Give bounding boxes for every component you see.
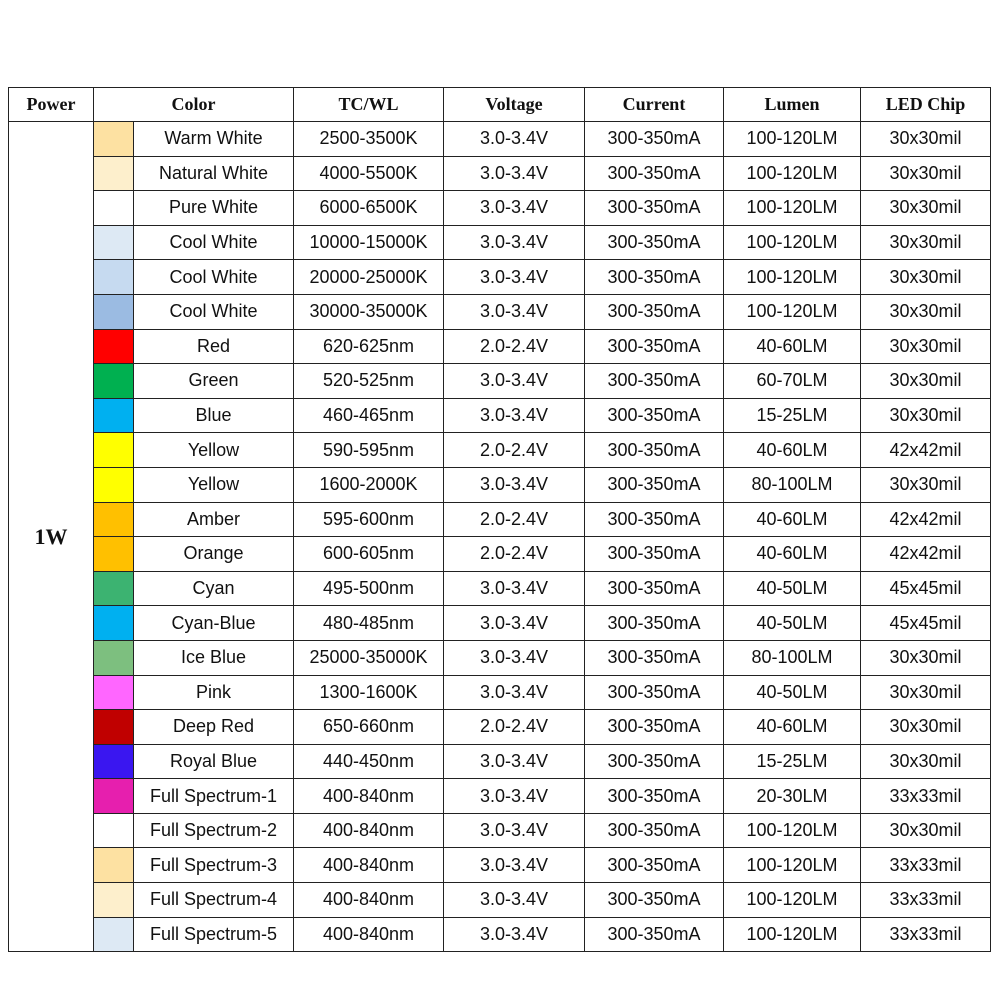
color-name-cell: Yellow (134, 467, 294, 502)
led-spec-table (8, 87, 991, 952)
tcwl-cell: 400-840nm (294, 779, 444, 814)
color-name-cell: Natural White (134, 156, 294, 191)
color-swatch-cell (94, 744, 134, 779)
color-swatch-cell (94, 433, 134, 468)
led-chip-cell: 30x30mil (861, 260, 991, 295)
tcwl-cell: 400-840nm (294, 848, 444, 883)
current-cell: 300-350mA (585, 467, 724, 502)
color-swatch (94, 606, 133, 640)
header-led-chip: LED Chip (861, 88, 991, 122)
tcwl-cell: 30000-35000K (294, 294, 444, 329)
table-row (9, 122, 991, 157)
color-name-cell: Deep Red (134, 710, 294, 745)
color-swatch (94, 399, 133, 433)
lumen-cell: 100-120LM (724, 191, 861, 226)
color-name-cell: Blue (134, 398, 294, 433)
current-cell: 300-350mA (585, 329, 724, 364)
voltage-cell: 2.0-2.4V (444, 710, 585, 745)
color-name-cell: Cyan (134, 571, 294, 606)
voltage-cell: 3.0-3.4V (444, 364, 585, 399)
lumen-cell: 100-120LM (724, 156, 861, 191)
header-tcwl: TC/WL (294, 88, 444, 122)
color-swatch-cell (94, 848, 134, 883)
color-name-cell: Full Spectrum-1 (134, 779, 294, 814)
header-lumen: Lumen (724, 88, 861, 122)
lumen-cell: 60-70LM (724, 364, 861, 399)
color-swatch (94, 745, 133, 779)
color-swatch-cell (94, 329, 134, 364)
color-swatch-cell (94, 779, 134, 814)
color-name-cell: Full Spectrum-4 (134, 883, 294, 918)
color-swatch-cell (94, 260, 134, 295)
color-swatch (94, 676, 133, 710)
color-swatch-cell (94, 606, 134, 641)
tcwl-cell: 400-840nm (294, 883, 444, 918)
color-name-cell: Pure White (134, 191, 294, 226)
current-cell: 300-350mA (585, 156, 724, 191)
led-chip-cell: 42x42mil (861, 433, 991, 468)
current-cell: 300-350mA (585, 260, 724, 295)
color-swatch-cell (94, 364, 134, 399)
color-swatch (94, 122, 133, 156)
color-name-cell: Royal Blue (134, 744, 294, 779)
table-row (9, 779, 991, 814)
table-row (9, 917, 991, 952)
table-row (9, 537, 991, 572)
current-cell: 300-350mA (585, 433, 724, 468)
current-cell: 300-350mA (585, 675, 724, 710)
voltage-cell: 3.0-3.4V (444, 848, 585, 883)
led-chip-cell: 30x30mil (861, 122, 991, 157)
color-swatch (94, 260, 133, 294)
table-row (9, 156, 991, 191)
voltage-cell: 3.0-3.4V (444, 779, 585, 814)
tcwl-cell: 440-450nm (294, 744, 444, 779)
color-swatch (94, 295, 133, 329)
color-name-cell: Red (134, 329, 294, 364)
current-cell: 300-350mA (585, 364, 724, 399)
table-row (9, 571, 991, 606)
color-swatch-cell (94, 883, 134, 918)
table-row (9, 260, 991, 295)
current-cell: 300-350mA (585, 606, 724, 641)
current-cell: 300-350mA (585, 640, 724, 675)
lumen-cell: 40-50LM (724, 571, 861, 606)
led-chip-cell: 30x30mil (861, 675, 991, 710)
current-cell: 300-350mA (585, 398, 724, 433)
color-swatch (94, 330, 133, 364)
color-name-cell: Cool White (134, 225, 294, 260)
led-chip-cell: 30x30mil (861, 364, 991, 399)
color-swatch-cell (94, 640, 134, 675)
color-swatch (94, 157, 133, 191)
led-chip-cell: 30x30mil (861, 294, 991, 329)
color-swatch (94, 503, 133, 537)
color-swatch-cell (94, 710, 134, 745)
voltage-cell: 3.0-3.4V (444, 191, 585, 226)
color-swatch (94, 814, 133, 848)
lumen-cell: 20-30LM (724, 779, 861, 814)
color-swatch-cell (94, 571, 134, 606)
color-swatch-cell (94, 398, 134, 433)
color-swatch-cell (94, 537, 134, 572)
lumen-cell: 40-60LM (724, 329, 861, 364)
voltage-cell: 3.0-3.4V (444, 917, 585, 952)
color-name-cell: Warm White (134, 122, 294, 157)
led-chip-cell: 30x30mil (861, 156, 991, 191)
header-voltage: Voltage (444, 88, 585, 122)
led-chip-cell: 45x45mil (861, 571, 991, 606)
voltage-cell: 3.0-3.4V (444, 260, 585, 295)
color-name-cell: Ice Blue (134, 640, 294, 675)
tcwl-cell: 520-525nm (294, 364, 444, 399)
table-body (9, 122, 991, 952)
led-chip-cell: 42x42mil (861, 537, 991, 572)
color-name-cell: Cool White (134, 294, 294, 329)
lumen-cell: 40-60LM (724, 537, 861, 572)
lumen-cell: 40-50LM (724, 606, 861, 641)
table-row (9, 606, 991, 641)
table-row (9, 294, 991, 329)
color-swatch (94, 710, 133, 744)
header-current: Current (585, 88, 724, 122)
color-name-cell: Cool White (134, 260, 294, 295)
lumen-cell: 100-120LM (724, 917, 861, 952)
current-cell: 300-350mA (585, 294, 724, 329)
table-row (9, 191, 991, 226)
color-swatch (94, 468, 133, 502)
voltage-cell: 2.0-2.4V (444, 433, 585, 468)
color-swatch (94, 537, 133, 571)
tcwl-cell: 4000-5500K (294, 156, 444, 191)
color-swatch (94, 918, 133, 952)
color-swatch (94, 433, 133, 467)
led-chip-cell: 30x30mil (861, 398, 991, 433)
lumen-cell: 100-120LM (724, 813, 861, 848)
lumen-cell: 100-120LM (724, 122, 861, 157)
table-row (9, 398, 991, 433)
tcwl-cell: 10000-15000K (294, 225, 444, 260)
voltage-cell: 3.0-3.4V (444, 744, 585, 779)
voltage-cell: 3.0-3.4V (444, 398, 585, 433)
voltage-cell: 3.0-3.4V (444, 156, 585, 191)
voltage-cell: 3.0-3.4V (444, 813, 585, 848)
color-name-cell: Amber (134, 502, 294, 537)
table-row (9, 225, 991, 260)
tcwl-cell: 650-660nm (294, 710, 444, 745)
lumen-cell: 40-60LM (724, 710, 861, 745)
lumen-cell: 80-100LM (724, 640, 861, 675)
lumen-cell: 100-120LM (724, 260, 861, 295)
tcwl-cell: 495-500nm (294, 571, 444, 606)
led-chip-cell: 33x33mil (861, 883, 991, 918)
header-power: Power (9, 88, 94, 122)
color-swatch (94, 364, 133, 398)
table-row (9, 329, 991, 364)
current-cell: 300-350mA (585, 883, 724, 918)
voltage-cell: 3.0-3.4V (444, 467, 585, 502)
table-row (9, 710, 991, 745)
tcwl-cell: 620-625nm (294, 329, 444, 364)
lumen-cell: 80-100LM (724, 467, 861, 502)
color-name-cell: Yellow (134, 433, 294, 468)
tcwl-cell: 2500-3500K (294, 122, 444, 157)
table-row (9, 364, 991, 399)
voltage-cell: 3.0-3.4V (444, 225, 585, 260)
current-cell: 300-350mA (585, 779, 724, 814)
color-swatch-cell (94, 675, 134, 710)
led-chip-cell: 42x42mil (861, 502, 991, 537)
table-header (9, 88, 991, 122)
lumen-cell: 100-120LM (724, 294, 861, 329)
led-chip-cell: 30x30mil (861, 640, 991, 675)
current-cell: 300-350mA (585, 122, 724, 157)
color-swatch-cell (94, 917, 134, 952)
tcwl-cell: 400-840nm (294, 813, 444, 848)
color-swatch (94, 848, 133, 882)
led-chip-cell: 45x45mil (861, 606, 991, 641)
voltage-cell: 2.0-2.4V (444, 329, 585, 364)
tcwl-cell: 1600-2000K (294, 467, 444, 502)
color-name-cell: Full Spectrum-2 (134, 813, 294, 848)
table-row (9, 640, 991, 675)
color-swatch-cell (94, 191, 134, 226)
color-swatch (94, 883, 133, 917)
color-swatch-cell (94, 294, 134, 329)
table-row (9, 813, 991, 848)
lumen-cell: 100-120LM (724, 225, 861, 260)
current-cell: 300-350mA (585, 571, 724, 606)
color-name-cell: Pink (134, 675, 294, 710)
color-name-cell: Full Spectrum-5 (134, 917, 294, 952)
table-row (9, 744, 991, 779)
color-name-cell: Orange (134, 537, 294, 572)
current-cell: 300-350mA (585, 917, 724, 952)
tcwl-cell: 6000-6500K (294, 191, 444, 226)
color-swatch (94, 779, 133, 813)
current-cell: 300-350mA (585, 744, 724, 779)
tcwl-cell: 20000-25000K (294, 260, 444, 295)
color-swatch-cell (94, 225, 134, 260)
tcwl-cell: 1300-1600K (294, 675, 444, 710)
table-row (9, 502, 991, 537)
color-swatch (94, 572, 133, 606)
current-cell: 300-350mA (585, 710, 724, 745)
lumen-cell: 100-120LM (724, 883, 861, 918)
tcwl-cell: 25000-35000K (294, 640, 444, 675)
voltage-cell: 3.0-3.4V (444, 571, 585, 606)
lumen-cell: 40-60LM (724, 502, 861, 537)
table-row (9, 467, 991, 502)
header-row (9, 88, 991, 122)
color-name-cell: Cyan-Blue (134, 606, 294, 641)
lumen-cell: 40-60LM (724, 433, 861, 468)
led-chip-cell: 30x30mil (861, 813, 991, 848)
current-cell: 300-350mA (585, 191, 724, 226)
power-cell: 1W (9, 122, 94, 952)
voltage-cell: 3.0-3.4V (444, 883, 585, 918)
voltage-cell: 3.0-3.4V (444, 675, 585, 710)
lumen-cell: 100-120LM (724, 848, 861, 883)
tcwl-cell: 460-465nm (294, 398, 444, 433)
tcwl-cell: 480-485nm (294, 606, 444, 641)
color-swatch-cell (94, 502, 134, 537)
lumen-cell: 40-50LM (724, 675, 861, 710)
led-chip-cell: 30x30mil (861, 225, 991, 260)
led-chip-cell: 30x30mil (861, 467, 991, 502)
current-cell: 300-350mA (585, 813, 724, 848)
current-cell: 300-350mA (585, 537, 724, 572)
current-cell: 300-350mA (585, 502, 724, 537)
voltage-cell: 2.0-2.4V (444, 502, 585, 537)
current-cell: 300-350mA (585, 848, 724, 883)
lumen-cell: 15-25LM (724, 398, 861, 433)
color-swatch (94, 641, 133, 675)
voltage-cell: 3.0-3.4V (444, 640, 585, 675)
tcwl-cell: 590-595nm (294, 433, 444, 468)
table-row (9, 883, 991, 918)
led-chip-cell: 30x30mil (861, 329, 991, 364)
color-swatch-cell (94, 156, 134, 191)
voltage-cell: 2.0-2.4V (444, 537, 585, 572)
voltage-cell: 3.0-3.4V (444, 294, 585, 329)
led-chip-cell: 33x33mil (861, 779, 991, 814)
tcwl-cell: 595-600nm (294, 502, 444, 537)
led-chip-cell: 30x30mil (861, 744, 991, 779)
color-swatch-cell (94, 813, 134, 848)
header-color: Color (94, 88, 294, 122)
led-chip-cell: 30x30mil (861, 710, 991, 745)
color-name-cell: Full Spectrum-3 (134, 848, 294, 883)
current-cell: 300-350mA (585, 225, 724, 260)
led-chip-cell: 33x33mil (861, 917, 991, 952)
tcwl-cell: 600-605nm (294, 537, 444, 572)
table-row (9, 433, 991, 468)
tcwl-cell: 400-840nm (294, 917, 444, 952)
voltage-cell: 3.0-3.4V (444, 606, 585, 641)
lumen-cell: 15-25LM (724, 744, 861, 779)
color-swatch-cell (94, 122, 134, 157)
table-row (9, 848, 991, 883)
table-row (9, 675, 991, 710)
led-chip-cell: 33x33mil (861, 848, 991, 883)
voltage-cell: 3.0-3.4V (444, 122, 585, 157)
color-swatch (94, 191, 133, 225)
led-chip-cell: 30x30mil (861, 191, 991, 226)
color-swatch (94, 226, 133, 260)
color-name-cell: Green (134, 364, 294, 399)
color-swatch-cell (94, 467, 134, 502)
